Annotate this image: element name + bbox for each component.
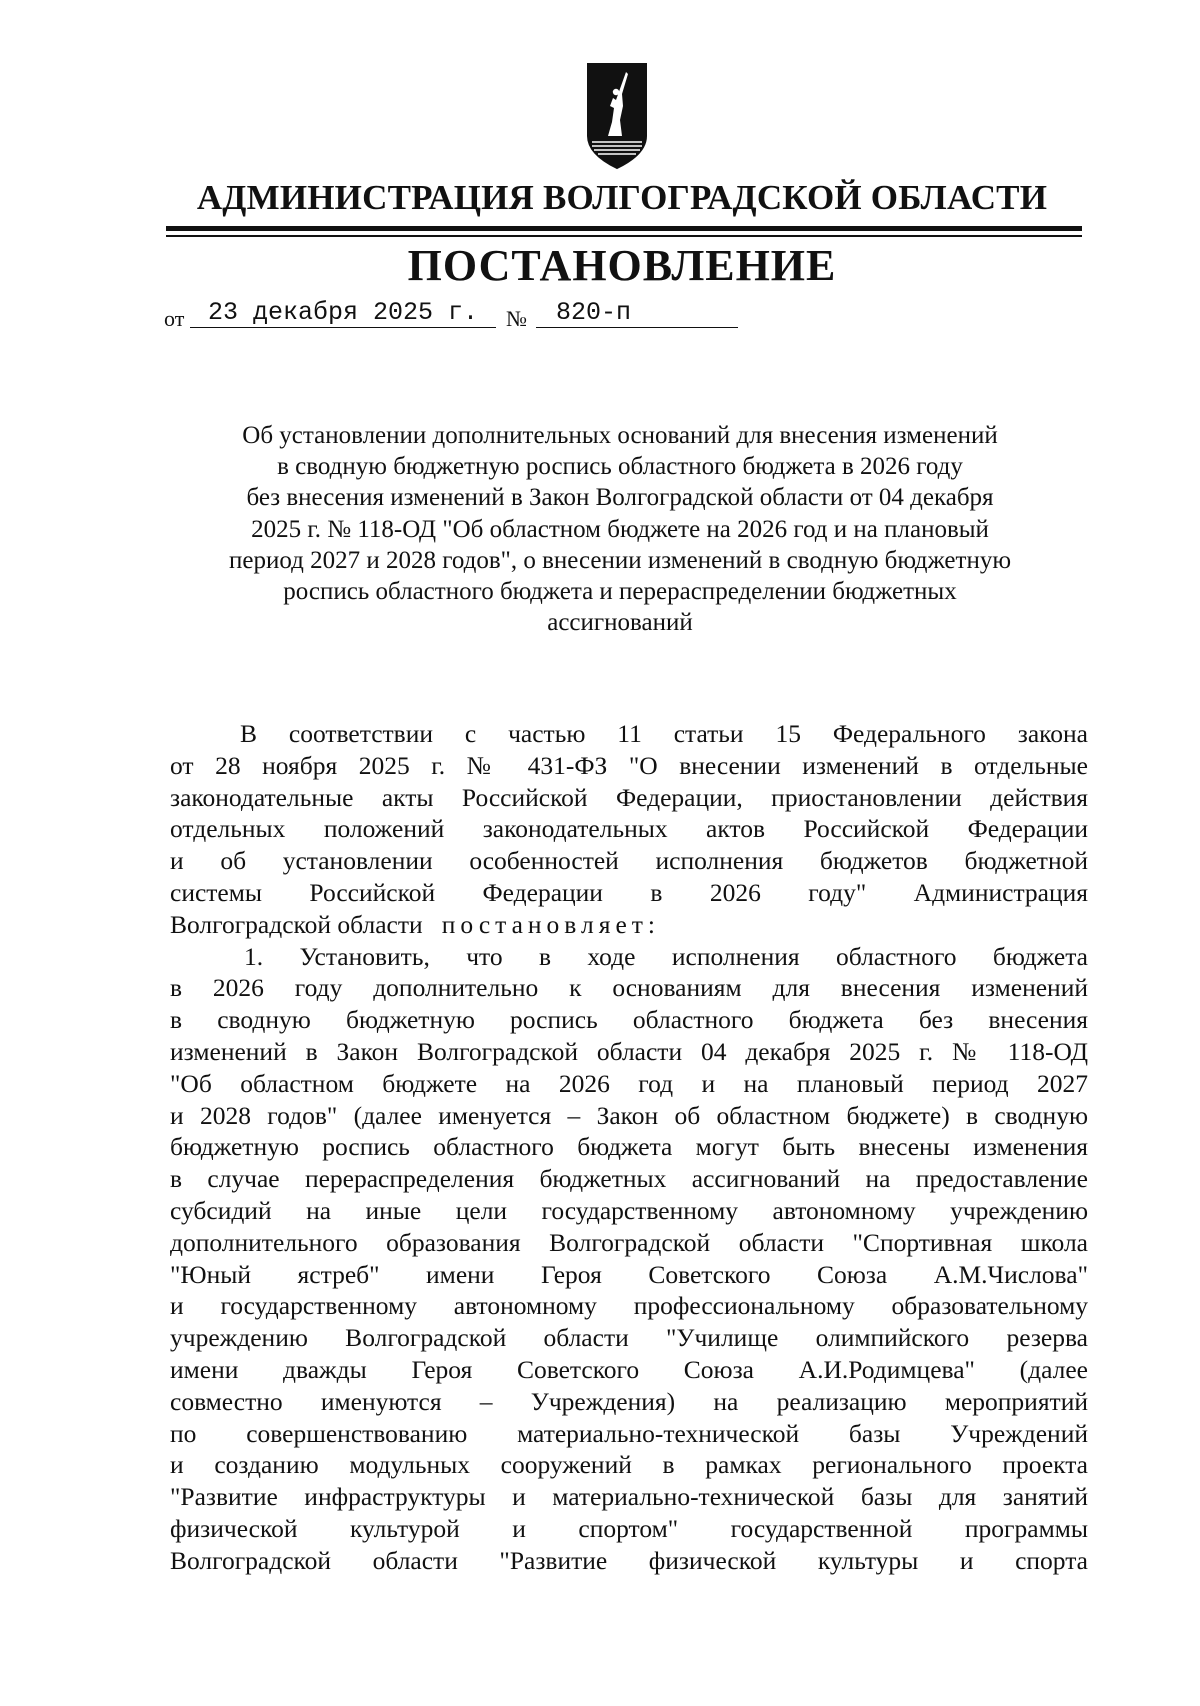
title-line: ассигнований	[547, 609, 693, 637]
title-line: роспись областного бюджета и перераспределении бюджетных	[283, 578, 957, 606]
clause-line: имени дважды Героя Советского Союза А.И.Родимцева" (далее	[170, 1354, 1088, 1384]
preamble-line: системы Российской Федерации в 2026 году" Администрация	[170, 877, 1088, 907]
preamble-last: Волгоградской области	[170, 909, 423, 939]
date-label: от	[164, 306, 185, 331]
clause-line: учреждению Волгоградской области "Училище олимпийского резерва	[170, 1323, 1088, 1353]
clause-line: Волгоградской области "Развитие физической культуры и спорта	[170, 1545, 1088, 1575]
title-line: период 2027 и 2028 годов", о внесении изменений в сводную бюджетную	[228, 546, 1012, 574]
document-body	[170, 718, 1088, 1577]
clause-line: физической культурой и спортом" государственной программы	[170, 1513, 1088, 1543]
clause-line: "Об областном бюджете на 2026 год и на плановый период 2027	[170, 1068, 1088, 1098]
preamble-line: от 28 ноября 2025 г. № 431-ФЗ "О внесении изменений в отдельные	[170, 750, 1088, 780]
document-type: ПОСТАНОВЛЕНИЕ	[407, 241, 837, 290]
clause-line: совместно именуются – Учреждения) на реализацию мероприятий	[170, 1386, 1088, 1416]
clause-line: дополнительного образования Волгоградской области "Спортивная школа	[170, 1227, 1088, 1257]
preamble-last-line	[170, 909, 1088, 941]
clause-line: в сводную бюджетную роспись областного бюджета без внесения	[170, 1005, 1088, 1035]
number-underline	[536, 327, 738, 328]
preamble-line: В соответствии с частью 11 статьи 15 Федерального закона	[240, 719, 1088, 748]
clause-line: и созданию модульных сооружений в рамках регионального проекта	[170, 1450, 1088, 1480]
clause-line: в 2026 году дополнительно к основаниям для внесения изменений	[170, 973, 1088, 1003]
resolves-word: постановляет:	[441, 909, 661, 939]
title-line: Об установлении дополнительных оснований для внесения изменений	[242, 422, 998, 449]
clause-line: и государственному автономному профессиональному образовательному	[170, 1291, 1088, 1321]
title-line: 2025 г. № 118-ОД "Об областном бюджете на 2026 год и на плановый	[251, 515, 989, 543]
preamble-line: и об установлении особенностей исполнения бюджетов бюджетной	[170, 846, 1088, 876]
clause-line: бюджетную роспись областного бюджета могут быть внесены изменения	[170, 1132, 1088, 1162]
clause-line: в случае перераспределения бюджетных ассигнований на предоставление	[170, 1164, 1088, 1194]
volgograd-coat-of-arms-icon	[586, 62, 648, 170]
clause-line: субсидий на иные цели государственному автономному учреждению	[170, 1195, 1088, 1225]
header-rule-thick	[166, 226, 1082, 231]
clause-line: "Развитие инфраструктуры и материально-технической базы для занятий	[170, 1482, 1088, 1512]
clause-line: изменений в Закон Волгоградской области 04 декабря 2025 г. № 118-ОД	[170, 1036, 1088, 1066]
clause-line: и 2028 годов" (далее именуется – Закон об областном бюджете) в сводную	[170, 1100, 1088, 1130]
organization-title: АДМИНИСТРАЦИЯ ВОЛГОГРАДСКОЙ ОБЛАСТИ	[196, 178, 1048, 217]
preamble-line: отдельных положений законодательных актов Российской Федерации	[170, 814, 1088, 844]
clause-line: "Юный ястреб" имени Героя Советского Союза А.М.Числова"	[170, 1259, 1088, 1289]
date-underline	[190, 327, 496, 328]
number-label: №	[506, 306, 527, 331]
preamble-line: законодательные акты Российской Федерации, приостановлении действия	[170, 782, 1088, 812]
title-line: в сводную бюджетную роспись областного бюджета в 2026 году	[277, 453, 963, 481]
number-value: 820-п	[556, 298, 632, 327]
document-meta	[0, 298, 1200, 330]
date-value: 23 декабря 2025 г.	[208, 298, 479, 327]
title-line: без внесения изменений в Закон Волгоградской области от 04 декабря	[246, 484, 994, 512]
document-title	[160, 420, 1080, 638]
header-rule-thin	[166, 235, 1082, 237]
clause-line: по совершенствованию материально-технической базы Учреждений	[170, 1418, 1088, 1448]
clause-line: 1. Установить, что в ходе исполнения областного бюджета	[244, 941, 1088, 971]
